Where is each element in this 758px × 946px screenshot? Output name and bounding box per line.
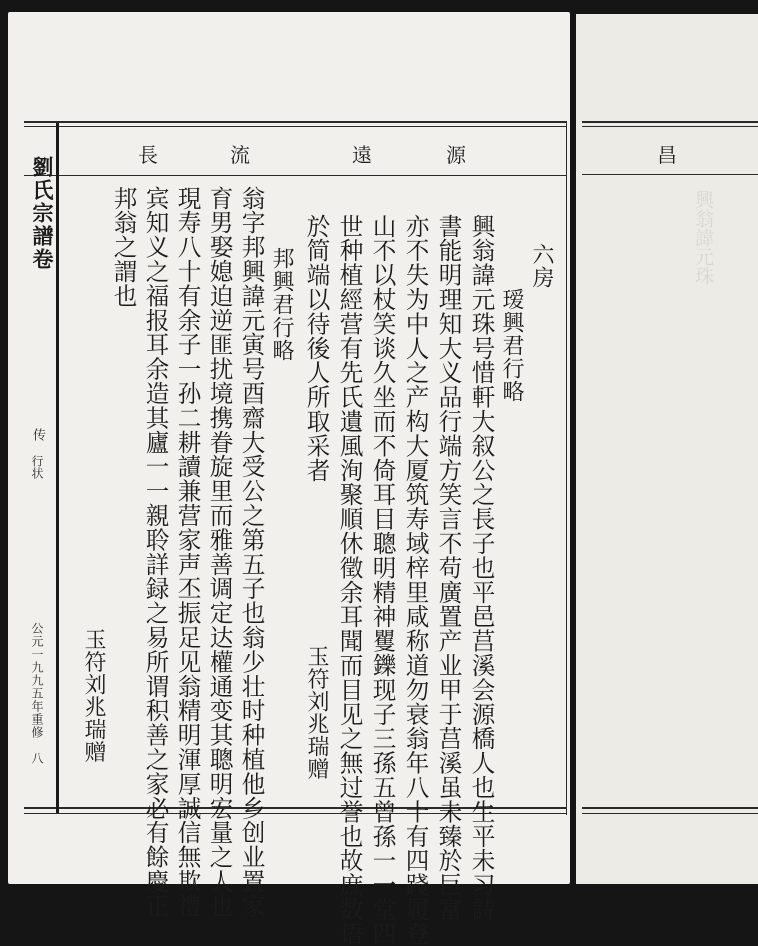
right-page-bleed-through: 興翁諱元珠 [692,190,714,285]
right-page-banner-rule [582,174,758,175]
paragraph-2-line-5: 邦翁之謂也 [109,186,138,308]
page-number: 八 [30,752,44,764]
right-page-top-rule-inner [582,126,758,127]
paragraph-2-line-4: 宾知义之福报耳余造其廬一一親聆詳録之易所谓积善之家必有餘慶正 [141,186,170,918]
paragraph-1-line-1: 興翁諱元珠号惜軒大叙公之長子也平邑莒溪会源橋人也生平未习詩 [467,214,496,922]
revision-date: 公元一九九五年重修 [30,622,44,739]
paragraph-1-line-3: 亦不失为中人之产构大厦筑寿域梓里咸称道勿衰翁年八十有四踐履登 [401,214,430,946]
biography-title-1: 瑷興君行略 [499,288,524,403]
banner-divider-rule [24,175,566,176]
right-page-bottom-rule [582,807,758,809]
signature-1: 玉符刘兆瑞赠 [304,645,329,780]
right-page-banner-char: 昌 [657,143,677,167]
paragraph-1-line-6: 於简端以待後人所取采者 [302,214,331,483]
top-border-rule [24,121,566,123]
section-label-top: 传 [30,428,45,441]
header-banner-char-4: 源 [446,143,466,167]
right-page-top-rule [582,121,758,123]
header-banner-char-1: 長 [138,143,158,167]
right-frame-rule [566,121,567,815]
paragraph-2-line-2: 育男娶媳迫逆匪扰境携眷旋里而雅善调定达權通变其聰明宏量之人也 [205,186,234,918]
margin-column-rule [56,123,59,813]
section-label: 六房 [529,243,554,289]
signature-2: 玉符刘兆瑞赠 [81,628,106,763]
section-label-sub: 行状 [30,455,44,479]
paragraph-2-line-1: 翁字邦興諱元寅号酉齋大受公之第五子也翁少壮时种植他乡创业置家 [237,186,266,918]
paragraph-1-line-5: 世种植經营有先氏遺風洵聚順休徵余耳聞而目见之無过誉也故庶数语 [335,214,364,946]
paragraph-1-line-4: 山不以杖笑谈久坐而不倚耳目聰明精神矍鑠现子三孫五曾孫一一堂四 [368,214,397,946]
header-banner-char-3: 遠 [352,143,372,167]
paragraph-1-line-2: 書能明理知大义品行端方笑言不苟廣置产业甲于莒溪虽未臻於巨富 [434,214,463,922]
paragraph-2-line-3: 現寿八十有余子一孙二耕讀兼营家声丕振足见翁精明渾厚誠信無欺禮 [173,186,202,918]
header-banner-char-2: 流 [230,143,250,167]
biography-title-2: 邦興君行略 [269,247,294,362]
book-title: 劉氏宗譜卷 [30,156,55,271]
right-page-bottom-rule-inner [582,813,758,814]
top-border-rule-inner [24,126,566,127]
